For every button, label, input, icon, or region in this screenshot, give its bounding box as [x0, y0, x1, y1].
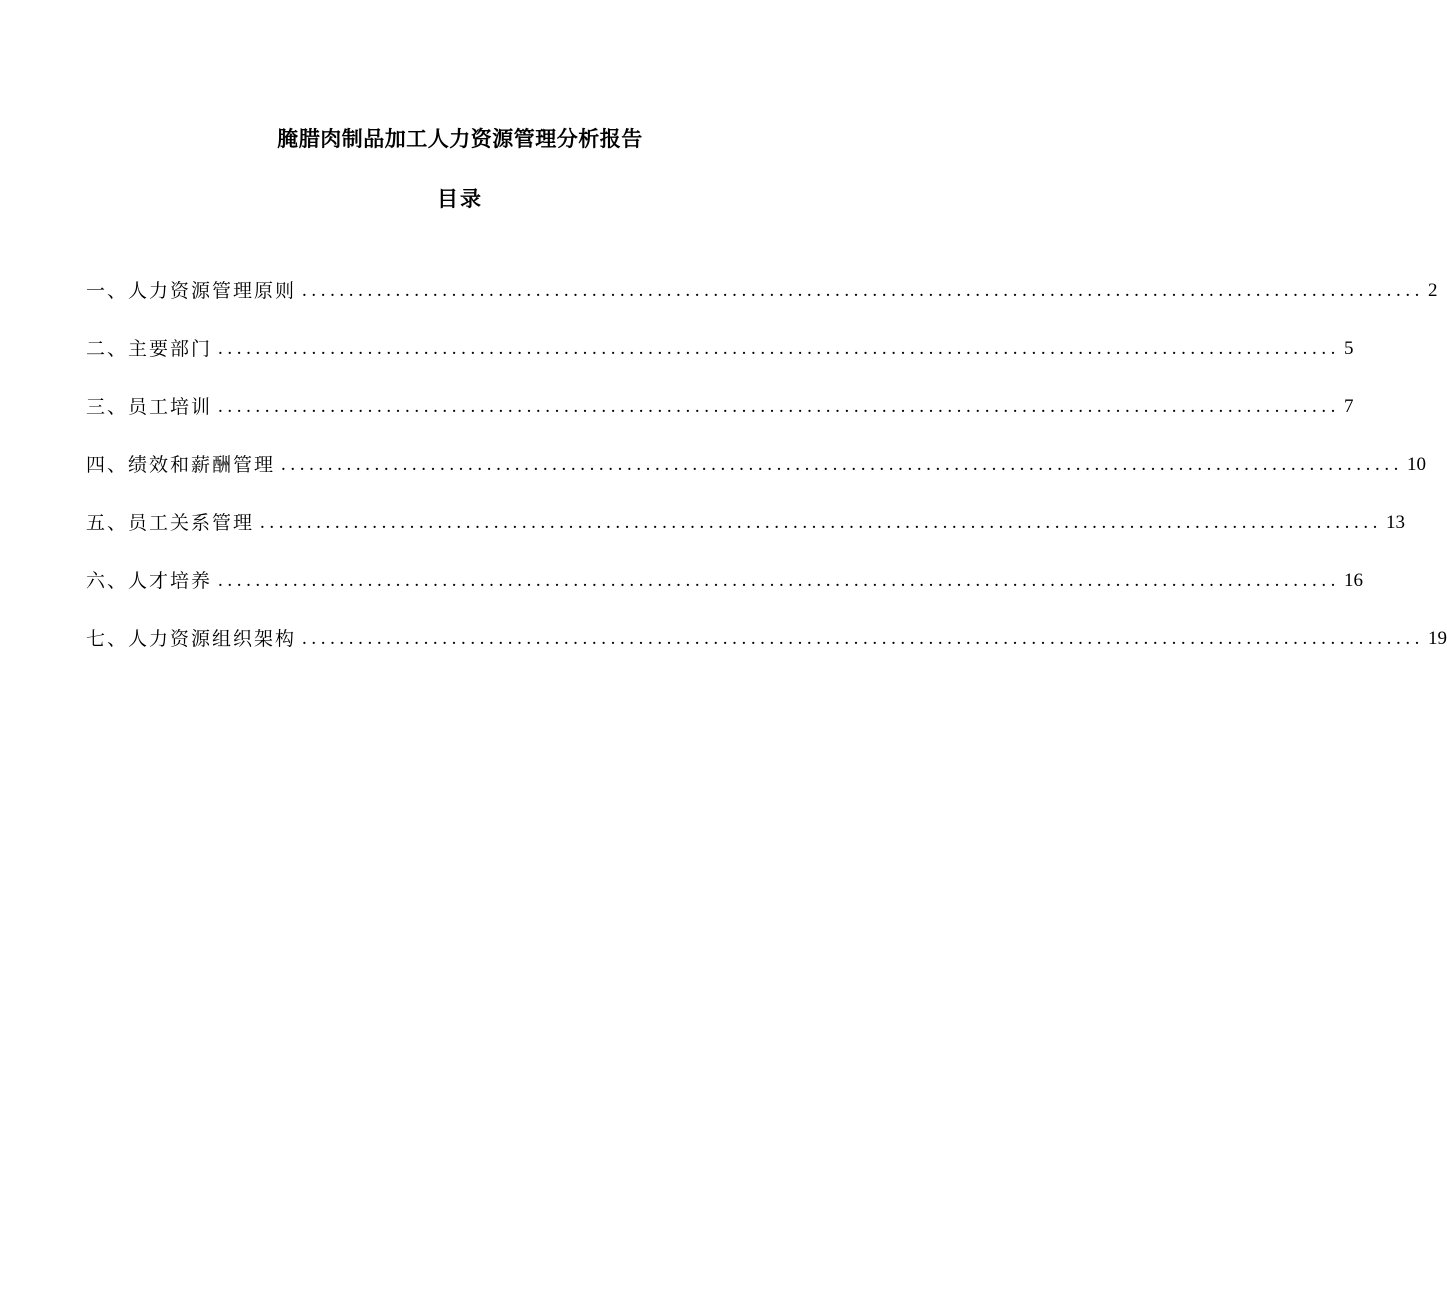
- toc-entry-page-number: 19: [1428, 628, 1447, 649]
- toc-entry-label: 二、主要部门: [86, 338, 213, 360]
- toc-dot-leader: ........................................................................................................................: [302, 628, 1425, 649]
- toc-entry-page-number: 5: [1344, 338, 1354, 359]
- toc-entry-page-number: 10: [1407, 454, 1427, 475]
- toc-dot-leader: ........................................................................................................................: [260, 512, 1383, 533]
- toc-entry-label: 七、人力资源组织架构: [86, 628, 297, 650]
- document-title: 腌腊肉制品加工人力资源管理分析报告: [277, 127, 643, 151]
- toc-entry[interactable]: [86, 304, 1354, 362]
- toc-entry-label: 一、人力资源管理原则: [86, 280, 297, 302]
- toc-dot-leader: ........................................................................................................................: [218, 570, 1341, 591]
- toc-entry-label: 五、员工关系管理: [86, 512, 255, 534]
- toc-entry-page-number: 2: [1428, 280, 1438, 301]
- toc-entry-label: 三、员工培训: [86, 396, 213, 418]
- toc-entry-label: 六、人才培养: [86, 570, 213, 592]
- toc-dot-leader: ........................................................................................................................: [218, 338, 1341, 359]
- toc-dot-leader: ........................................................................................................................: [218, 396, 1341, 417]
- toc-entry-page-number: 7: [1344, 396, 1354, 417]
- toc-dot-leader: ........................................................................................................................: [302, 280, 1425, 301]
- toc-entry[interactable]: [86, 362, 1354, 420]
- toc-entry-page-number: 13: [1386, 512, 1406, 533]
- toc-entry[interactable]: [86, 594, 1447, 652]
- toc-dot-leader: ........................................................................................................................: [281, 454, 1404, 475]
- toc-entry[interactable]: [86, 246, 1438, 304]
- toc-entry[interactable]: [86, 536, 1364, 594]
- toc-entry-label: 四、绩效和薪酬管理: [86, 454, 276, 476]
- toc-entry[interactable]: [86, 420, 1427, 478]
- toc-entry[interactable]: [86, 478, 1406, 536]
- toc-heading: 目录: [437, 187, 483, 211]
- toc-entry-page-number: 16: [1344, 570, 1364, 591]
- table-of-contents: [86, 246, 1447, 652]
